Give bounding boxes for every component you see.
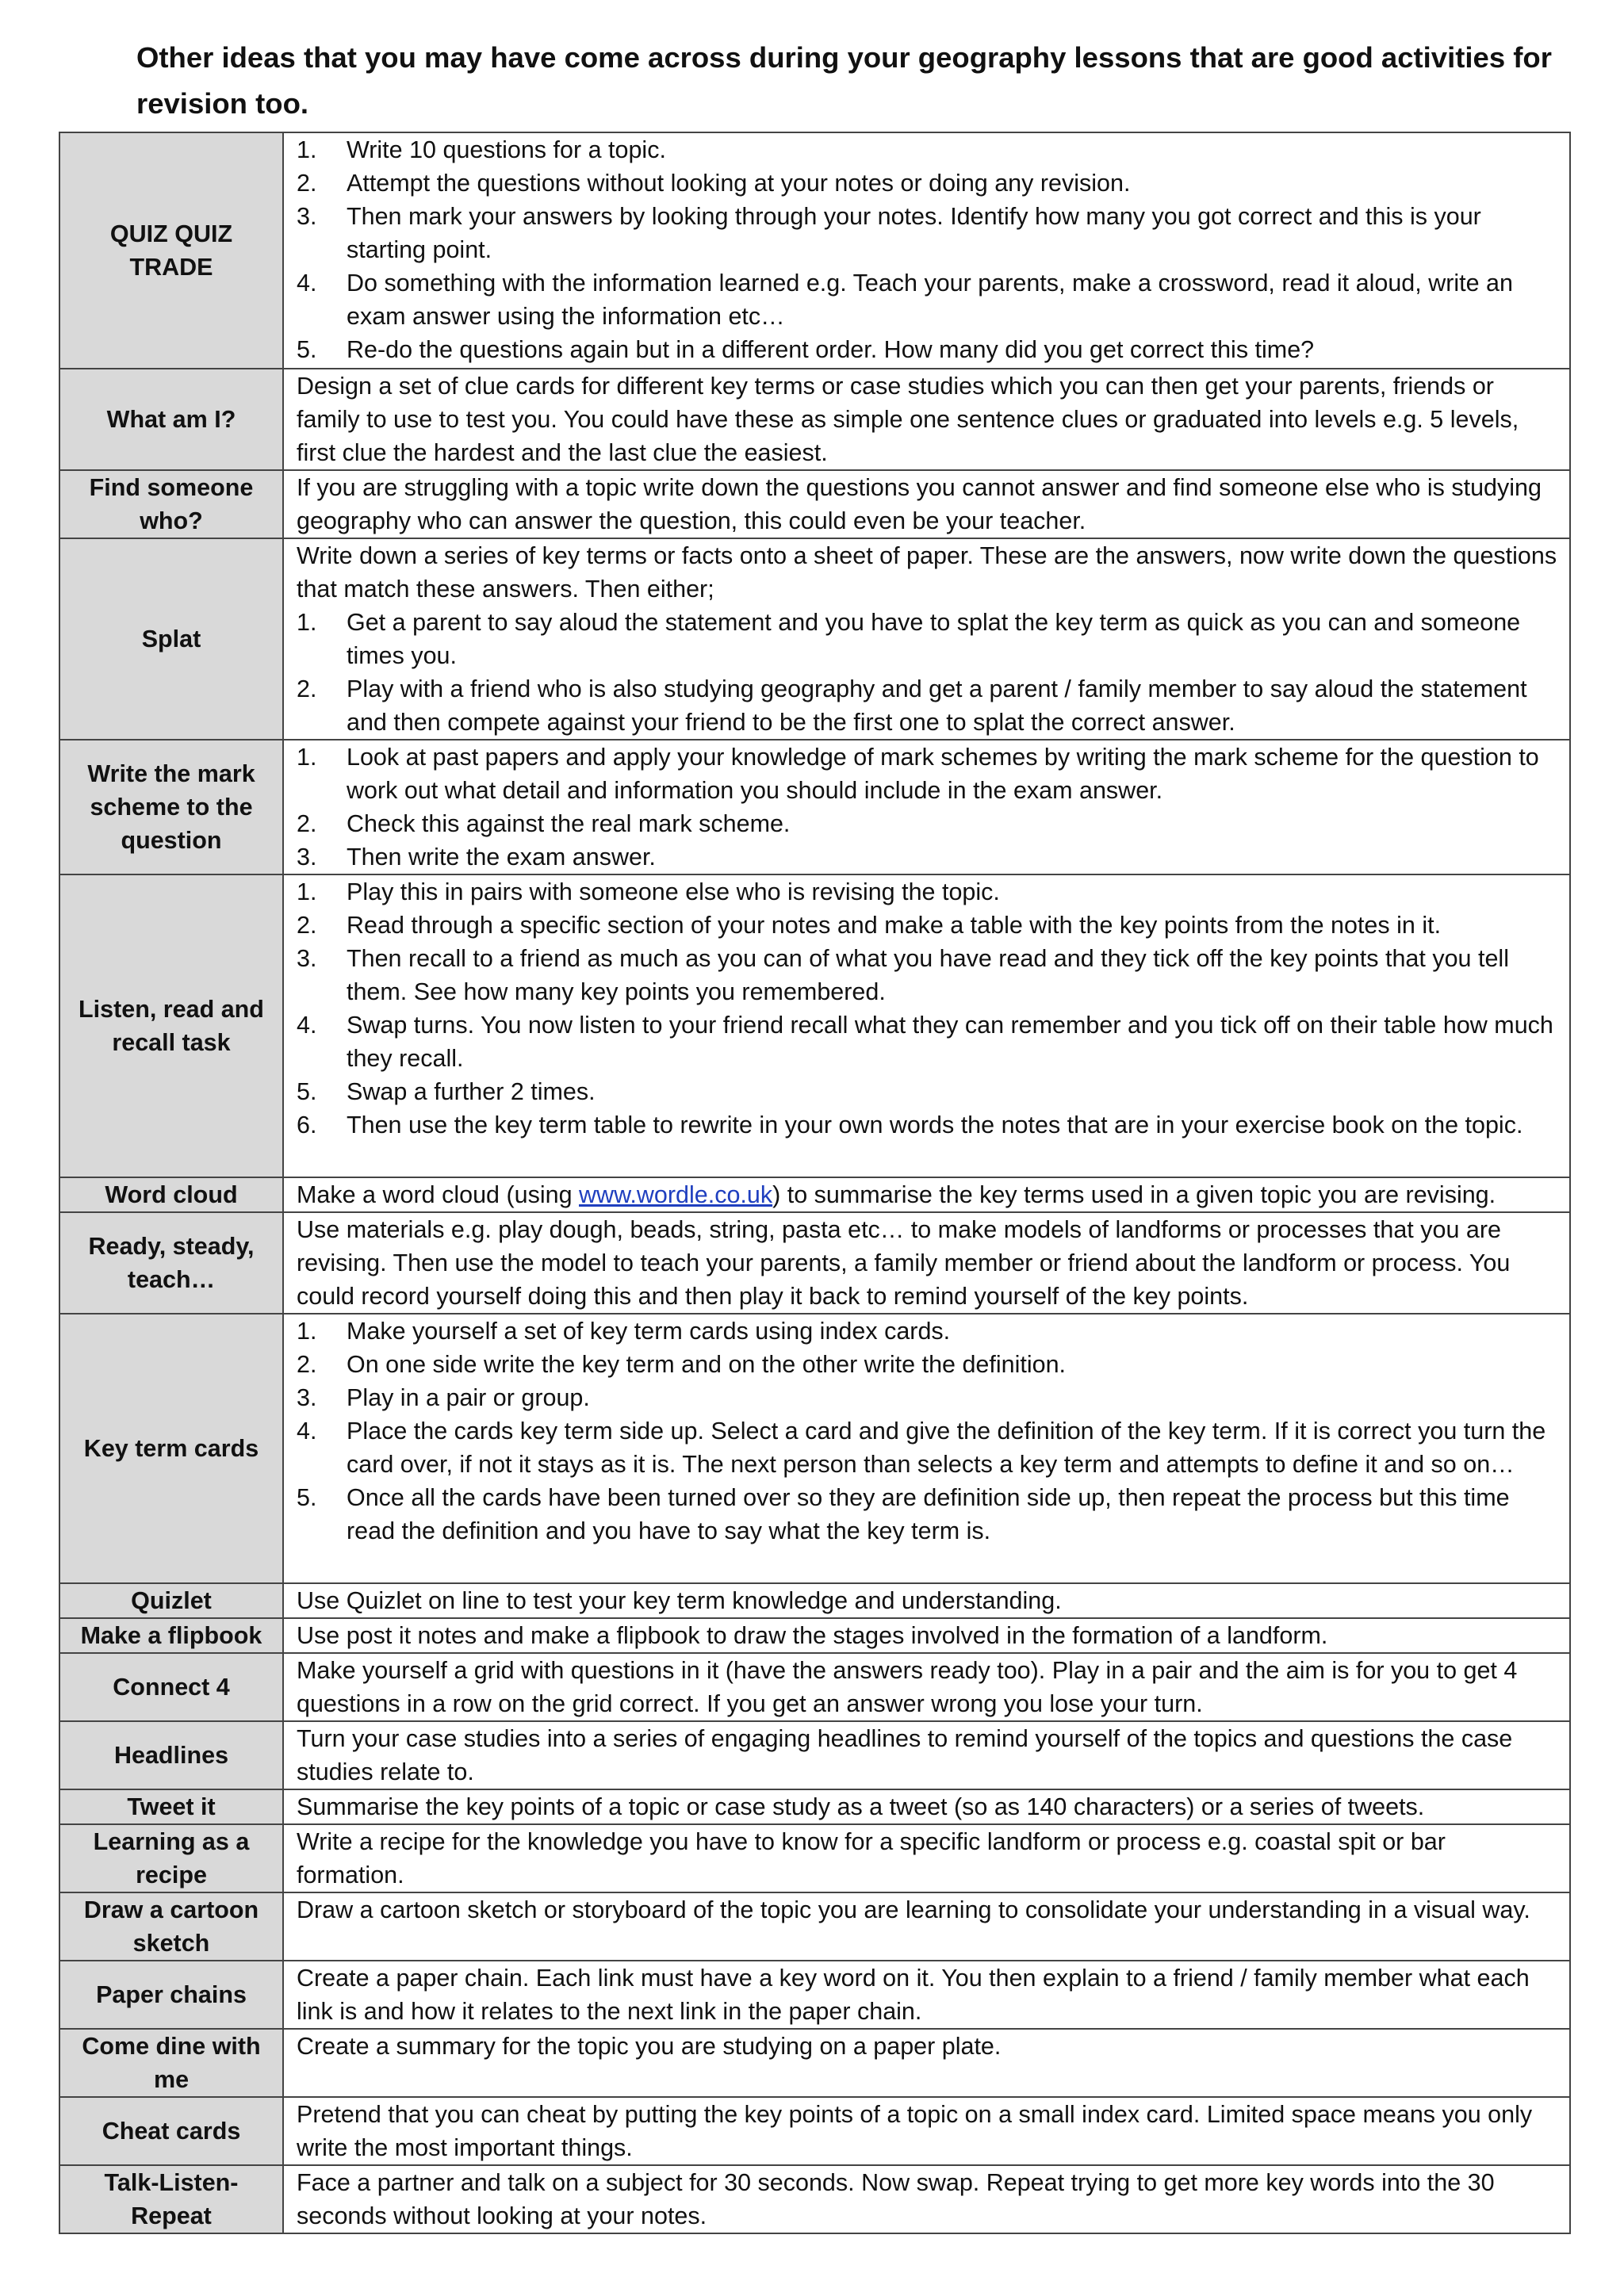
activity-intro: If you are struggling with a topic write down the questions you cannot answer and find someone else who is studying geography who can answer the question, this could even be your teacher. <box>297 474 1542 534</box>
activity-intro: Use materials e.g. play dough, beads, string, pasta etc… to make models of landforms or processes that you are revising. Then use the model to teach your parents, a family member or friend about the landform or process. You could record yourself doing this and then play it back to remind yourself of the key points. <box>297 1216 1511 1310</box>
activity-name: Headlines <box>59 1721 283 1789</box>
activity-name: Draw a cartoon sketch <box>59 1892 283 1961</box>
list-item <box>297 133 1558 166</box>
activity-intro: Create a paper chain. Each link must have a key word on it. You then explain to a friend / family member what each link is and how it relates to the next link in the paper chain. <box>297 1965 1530 2025</box>
step-number: 1. <box>297 136 317 163</box>
step-number: 2. <box>297 675 317 702</box>
activity-intro <box>297 1178 1558 1211</box>
activity-intro: Summarise the key points of a topic or case study as a tweet (so as 140 characters) or a series of tweets. <box>297 1793 1425 1820</box>
list-item <box>297 807 1558 840</box>
step-text: Re-do the questions again but in a different order. How many did you get correct this time? <box>347 336 1315 363</box>
step-number: 3. <box>297 945 317 972</box>
step-text: On one side write the key term and on the other write the definition. <box>347 1351 1067 1378</box>
step-text: Then use the key term table to rewrite in your own words the notes that are in your exercise book on the topic. <box>347 1112 1523 1138</box>
step-text: Check this against the real mark scheme. <box>347 810 791 837</box>
activity-name: Tweet it <box>59 1789 283 1824</box>
activity-description <box>283 1177 1570 1212</box>
activity-description <box>283 369 1570 470</box>
step-number: 3. <box>297 203 317 230</box>
activity-description <box>283 2029 1570 2097</box>
list-item <box>297 672 1558 739</box>
steps-list <box>297 740 1558 874</box>
step-number: 2. <box>297 170 317 197</box>
activity-description <box>283 2165 1570 2233</box>
activity-intro: Write a recipe for the knowledge you have to know for a specific landform or process e.g. coastal spit or bar formation. <box>297 1828 1446 1888</box>
step-number: 5. <box>297 1484 317 1511</box>
table-row <box>59 1212 1570 1314</box>
step-text: Play this in pairs with someone else who is revising the topic. <box>347 878 1000 905</box>
activity-description <box>283 2097 1570 2165</box>
steps-list <box>297 875 1558 1142</box>
step-number: 1. <box>297 744 317 771</box>
activity-name: Splat <box>59 538 283 740</box>
step-number: 2. <box>297 810 317 837</box>
activity-description <box>283 538 1570 740</box>
activity-name: Find someone who? <box>59 470 283 538</box>
table-row <box>59 2097 1570 2165</box>
activity-intro: Turn your case studies into a series of engaging headlines to remind yourself of the topics and questions the case studies relate to. <box>297 1725 1513 1785</box>
activity-description <box>283 1314 1570 1583</box>
list-item <box>297 840 1558 874</box>
list-item <box>297 1008 1558 1075</box>
table-row <box>59 2165 1570 2233</box>
activity-description <box>283 1212 1570 1314</box>
list-item <box>297 266 1558 333</box>
activity-name: Make a flipbook <box>59 1618 283 1653</box>
table-row <box>59 1961 1570 2029</box>
activity-description <box>283 1892 1570 1961</box>
table-row <box>59 538 1570 740</box>
table-row <box>59 1583 1570 1618</box>
list-item <box>297 166 1558 200</box>
activity-intro: Use post it notes and make a flipbook to draw the stages involved in the formation of a landform. <box>297 1622 1328 1649</box>
activity-name: Write the mark scheme to the question <box>59 740 283 874</box>
table-row <box>59 874 1570 1177</box>
list-item <box>297 1381 1558 1414</box>
step-text: Play with a friend who is also studying geography and get a parent / family member to say aloud the statement and then compete against your friend to be the first one to splat the correct answer. <box>347 675 1527 736</box>
list-item <box>297 1348 1558 1381</box>
step-number: 5. <box>297 336 317 363</box>
activity-name: Learning as a recipe <box>59 1824 283 1892</box>
step-number: 2. <box>297 912 317 939</box>
table-row <box>59 369 1570 470</box>
intro-text-after: ) to summarise the key terms used in a given topic you are revising. <box>772 1181 1496 1208</box>
table-row <box>59 1314 1570 1583</box>
step-number: 1. <box>297 609 317 636</box>
activity-description <box>283 740 1570 874</box>
step-number: 1. <box>297 878 317 905</box>
step-number: 1. <box>297 1318 317 1345</box>
activity-description <box>283 874 1570 1177</box>
activity-name: Quizlet <box>59 1583 283 1618</box>
step-text: Get a parent to say aloud the statement and you have to splat the key term as quick as you can and someone times you. <box>347 609 1521 669</box>
page-heading: Other ideas that you may have come across during your geography lessons that are good activities for revision too. <box>136 41 1552 120</box>
list-item <box>297 1414 1558 1481</box>
step-text: Look at past papers and apply your knowledge of mark schemes by writing the mark scheme for the question to work out what detail and information you should include in the exam answer. <box>347 744 1539 804</box>
step-text: Then mark your answers by looking through your notes. Identify how many you got correct and this is your starting point. <box>347 203 1481 263</box>
list-item <box>297 909 1558 942</box>
list-item <box>297 333 1558 366</box>
activity-name: QUIZ QUIZ TRADE <box>59 132 283 369</box>
activity-description <box>283 1961 1570 2029</box>
activity-description <box>283 1653 1570 1721</box>
activity-description <box>283 1583 1570 1618</box>
table-row <box>59 1824 1570 1892</box>
activity-description <box>283 470 1570 538</box>
table-row <box>59 1789 1570 1824</box>
wordle-link[interactable]: www.wordle.co.uk <box>579 1181 773 1208</box>
step-text: Read through a specific section of your notes and make a table with the key points from the notes in it. <box>347 912 1442 939</box>
table-row <box>59 1892 1570 1961</box>
activity-intro: Draw a cartoon sketch or storyboard of the topic you are learning to consolidate your understanding in a visual way. <box>297 1896 1530 1923</box>
activity-name: Key term cards <box>59 1314 283 1583</box>
table-row <box>59 132 1570 369</box>
activity-intro: Face a partner and talk on a subject for 30 seconds. Now swap. Repeat trying to get more key words into the 30 seconds without looking at your notes. <box>297 2169 1495 2229</box>
step-number: 6. <box>297 1112 317 1138</box>
step-text: Place the cards key term side up. Select a card and give the definition of the key term. If it is correct you turn the card over, if not it stays as it is. The next person than selects a key term and attempts to define it and so on… <box>347 1418 1546 1478</box>
table-row <box>59 2029 1570 2097</box>
step-text: Make yourself a set of key term cards using index cards. <box>347 1318 951 1345</box>
list-item <box>297 740 1558 807</box>
activity-name: Word cloud <box>59 1177 283 1212</box>
list-item <box>297 1075 1558 1108</box>
activity-name: Connect 4 <box>59 1653 283 1721</box>
activity-name: Come dine with me <box>59 2029 283 2097</box>
activity-intro: Make yourself a grid with questions in it (have the answers ready too). Play in a pair and the aim is for you to get 4 questions in a row on the grid correct. If you get an answer wrong you lose your turn. <box>297 1657 1518 1717</box>
list-item <box>297 1108 1558 1142</box>
step-text: Then recall to a friend as much as you can of what you have read and they tick off the key points that you tell them. See how many key points you remembered. <box>347 945 1509 1005</box>
list-item <box>297 1314 1558 1348</box>
step-text: Attempt the questions without looking at your notes or doing any revision. <box>347 170 1131 197</box>
table-row <box>59 1618 1570 1653</box>
steps-list <box>297 1314 1558 1548</box>
list-item <box>297 200 1558 266</box>
step-number: 3. <box>297 1384 317 1411</box>
activity-description <box>283 1618 1570 1653</box>
step-text: Once all the cards have been turned over so they are definition side up, then repeat the process but this time read the definition and you have to say what the key term is. <box>347 1484 1510 1544</box>
step-number: 2. <box>297 1351 317 1378</box>
activity-name: What am I? <box>59 369 283 470</box>
activity-name: Paper chains <box>59 1961 283 2029</box>
activity-intro: Create a summary for the topic you are studying on a paper plate. <box>297 2033 1002 2060</box>
list-item <box>297 875 1558 909</box>
table-row <box>59 1721 1570 1789</box>
activity-description <box>283 132 1570 369</box>
table-row <box>59 470 1570 538</box>
activity-name: Ready, steady, teach… <box>59 1212 283 1314</box>
table-row <box>59 1653 1570 1721</box>
activity-name: Cheat cards <box>59 2097 283 2165</box>
step-number: 4. <box>297 1012 317 1039</box>
list-item <box>297 942 1558 1008</box>
activity-name: Talk-Listen-Repeat <box>59 2165 283 2233</box>
step-number: 4. <box>297 1418 317 1445</box>
activity-description <box>283 1789 1570 1824</box>
step-text: Swap turns. You now listen to your friend recall what they can remember and you tick off on their table how much they recall. <box>347 1012 1553 1072</box>
table-row <box>59 740 1570 874</box>
activity-intro: Write down a series of key terms or facts onto a sheet of paper. These are the answers, now write down the questions that match these answers. Then either; <box>297 542 1557 603</box>
list-item <box>297 1481 1558 1548</box>
steps-list <box>297 606 1558 739</box>
activity-description <box>283 1721 1570 1789</box>
step-number: 3. <box>297 844 317 871</box>
activity-intro: Design a set of clue cards for different key terms or case studies which you can then get your parents, friends or family to use to test you. You could have these as simple one sentence clues or graduated into levels e.g. 5 levels, first clue the hardest and the last clue the easiest. <box>297 373 1519 466</box>
activity-table-body <box>59 132 1570 2233</box>
step-number: 5. <box>297 1078 317 1105</box>
step-text: Swap a further 2 times. <box>347 1078 596 1105</box>
table-row <box>59 1177 1570 1212</box>
step-text: Write 10 questions for a topic. <box>347 136 666 163</box>
activity-name: Listen, read and recall task <box>59 874 283 1177</box>
activity-intro: Use Quizlet on line to test your key term knowledge and understanding. <box>297 1587 1062 1614</box>
step-number: 4. <box>297 270 317 297</box>
revision-activities-table <box>59 132 1571 2234</box>
activity-description <box>283 1824 1570 1892</box>
step-text: Do something with the information learned e.g. Teach your parents, make a crossword, read it aloud, write an exam answer using the information etc… <box>347 270 1513 330</box>
list-item <box>297 606 1558 672</box>
steps-list <box>297 133 1558 366</box>
step-text: Then write the exam answer. <box>347 844 656 871</box>
step-text: Play in a pair or group. <box>347 1384 590 1411</box>
intro-text-before: Make a word cloud (using <box>297 1181 580 1208</box>
activity-intro: Pretend that you can cheat by putting the key points of a topic on a small index card. Limited space means you only write the most important things. <box>297 2101 1533 2161</box>
